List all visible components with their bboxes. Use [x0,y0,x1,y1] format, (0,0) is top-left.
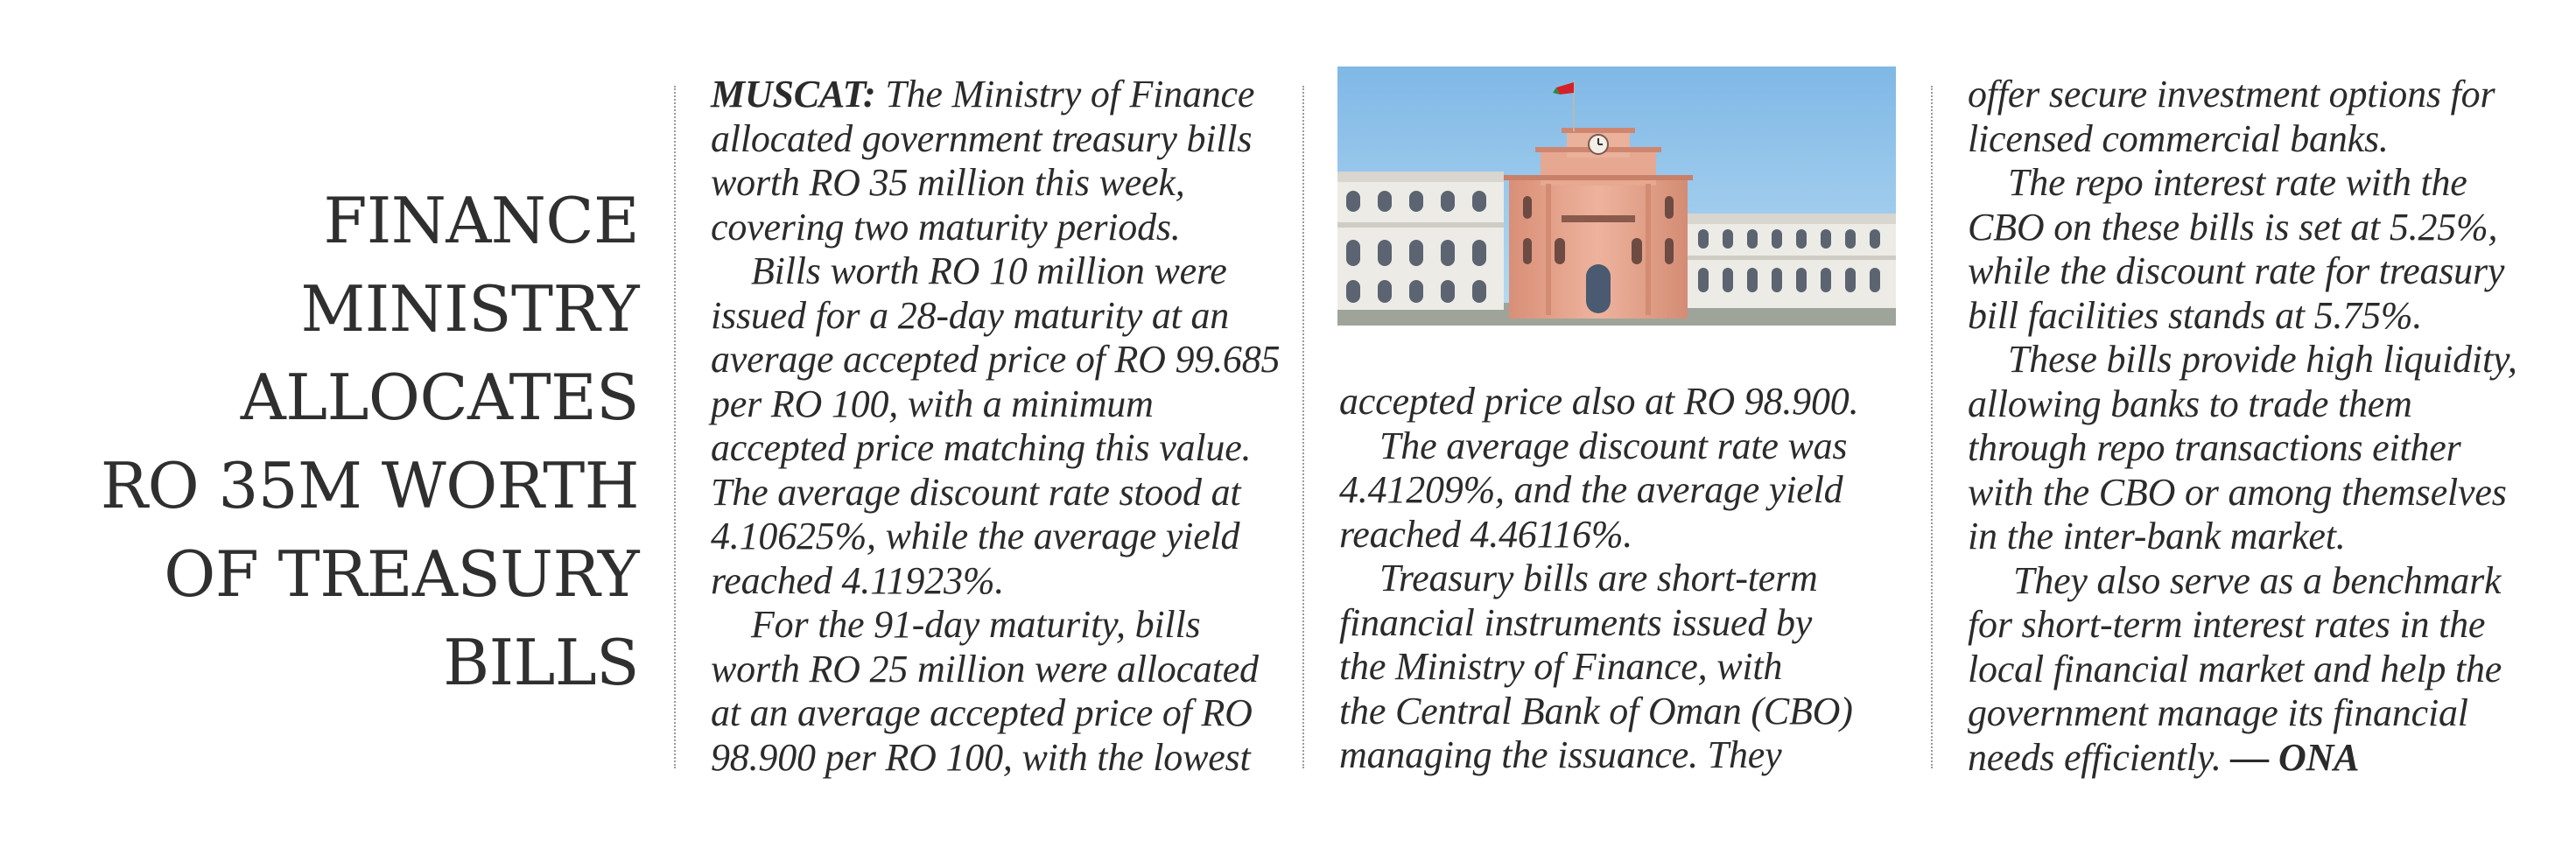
article-line: CBO on these bills is set at 5.25%, [1968,205,2498,249]
article-line: The average discount rate was [1379,424,1848,467]
headline [53,177,639,707]
article-line: while the discount rate for treasury [1968,249,2505,292]
article-line: worth RO 35 million this week, [711,161,1185,204]
headline-line: ALLOCATES [240,361,639,434]
article-column-1 [711,73,1280,780]
article-line: accepted price also at RO 98.900. [1339,380,1859,423]
headline-line: RO 35M WORTH [100,449,639,522]
right-wing [1688,214,1896,308]
article-line: The average discount rate stood at [711,470,1241,514]
article-line: allowing banks to trade them [1968,382,2412,425]
column-divider [674,86,676,768]
article-line: allocated government treasury bills [711,116,1253,160]
article-column-3 [1968,73,2517,780]
article-line: licensed commercial banks. [1968,116,2389,160]
article-line: the Ministry of Finance, with [1339,645,1783,688]
article-line: For the 91-day maturity, bills [751,603,1201,646]
article-line: financial instruments issued by [1339,600,1813,644]
article-line: per RO 100, with a minimum [711,382,1154,425]
article-line: 98.900 per RO 100, with the lowest [711,735,1251,779]
article-line: for short-term interest rates in the [1968,603,2486,646]
signoff: — ONA [2230,735,2360,779]
building-photo-icon [1337,67,1896,326]
article-line: worth RO 25 million were allocated [711,647,1259,690]
dateline: MUSCAT: [711,73,876,116]
article-line: The repo interest rate with the [2008,161,2467,204]
article-line: covering two maturity periods. [711,205,1181,249]
article-line [1968,736,2517,781]
column-divider [1302,86,1304,768]
article-line: 4.10625%, while the average yield [711,515,1240,557]
article-line: reached 4.11923%. [711,558,1005,602]
article-line: government manage its financial [1968,691,2468,734]
article-text: needs efficiently. [1968,735,2231,779]
article-line: at an average accepted price of RO [711,691,1253,734]
building-photo [1337,67,1896,326]
article-line: with the CBO or among themselves [1968,470,2507,514]
article-line: through repo transactions either [1968,426,2461,469]
article-line: 4.41209%, and the average yield [1339,468,1843,511]
column-divider [1931,86,1933,768]
article-line: managing the issuance. They [1339,733,1782,776]
left-wing [1337,172,1504,310]
article-line: local financial market and help the [1968,647,2502,690]
article-line: issued for a 28-day maturity at an [711,293,1230,337]
headline-line: BILLS [443,626,639,699]
article-line [711,73,1280,117]
headline-line: OF TREASURY [164,537,639,611]
article-column-2 [1339,380,1858,778]
headline-line: MINISTRY [300,272,639,346]
article-line: Bills worth RO 10 million were [751,249,1227,292]
article-line: average accepted price of RO 99.685 [711,338,1281,381]
article-text: The Ministry of Finance [875,73,1255,116]
headline-line: FINANCE [323,184,639,257]
article-line: offer secure investment options for [1968,73,2495,116]
article-line: bill facilities stands at 5.75%. [1968,293,2423,337]
article-line: the Central Bank of Oman (CBO) [1339,689,1853,732]
article-line: reached 4.46116%. [1339,512,1633,556]
article-line: in the inter-bank market. [1968,515,2346,557]
article-line: Treasury bills are short-term [1379,557,1818,599]
article-line: They also serve as a benchmark [2013,558,2502,602]
article-line: accepted price matching this value. [711,426,1252,469]
article-line: These bills provide high liquidity, [2008,338,2517,381]
